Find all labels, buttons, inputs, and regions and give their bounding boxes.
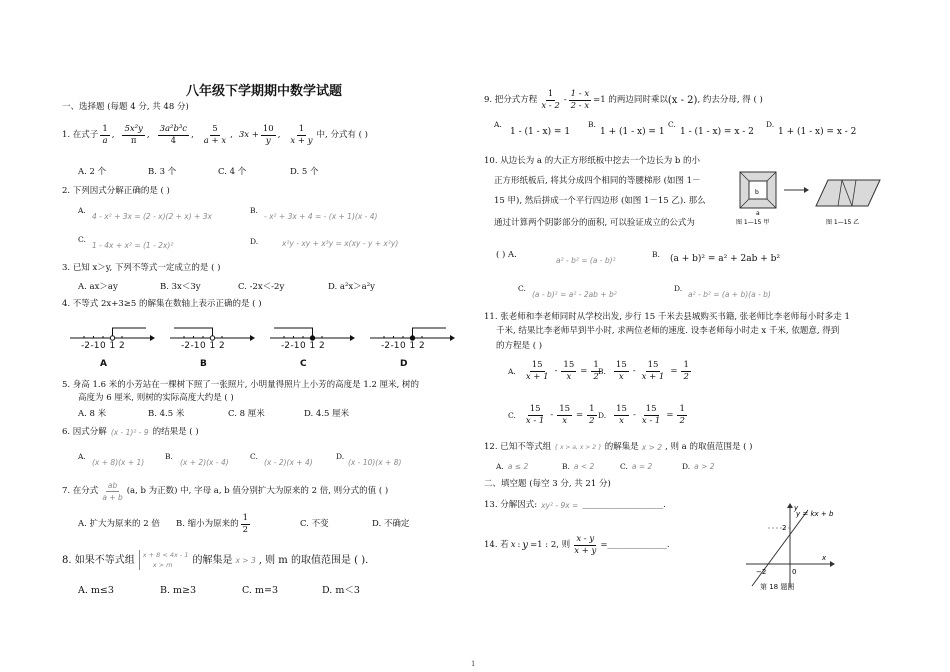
q10-figure [734, 166, 884, 228]
q11-fraction: $\frac{15}{x}$ [615, 360, 627, 382]
x-tick-neg2: −2 [756, 568, 767, 576]
question-3: 3. 已知 x＞y, 下列不等式一定成立的是 ( ) [62, 263, 221, 273]
question-10-line-2: 正方形纸板后, 将其分成四个相同的等腰梯形 (如图 1－ [494, 176, 701, 186]
q9-option-d[interactable]: 1 + (1 - x) = x - 2 [778, 127, 857, 137]
q1-option-b[interactable]: B. 3 个 [148, 167, 177, 177]
q6-option-d[interactable]: (x - 10)(x + 8) [348, 458, 402, 467]
q8-system: x + 8 < 4x - 1 x > m [139, 550, 189, 570]
fig-caption-a: 图 1—15 甲 [736, 219, 770, 226]
number-line-arrow [250, 335, 255, 341]
q12-system: { x > a, x > 2 } [554, 444, 602, 451]
question-11-line-2: 千米, 结果比李老师早到半小时, 求两位老师的速度. 设李老师每小时走 x 千米, 依题意, 得到 [496, 326, 840, 336]
question-10-line-3: 15 甲), 然后拼成一个平行四边形 (如图 1－15 乙). 那么 [494, 196, 706, 206]
q11-fraction: $\frac{15}{x + 1}$ [641, 360, 665, 382]
q7-option-a[interactable]: A. 扩大为原来的 2 倍 [78, 519, 160, 529]
graph-caption: 第 18 题图 [760, 583, 795, 591]
q4-option-label[interactable]: B [200, 359, 207, 369]
q10-option-b[interactable]: (a + b)² = a² + 2ab + b² [670, 254, 781, 264]
q1-frac-6: $\frac{1}{x + y}$ [290, 124, 313, 146]
q11-operator: = [666, 410, 674, 420]
number-line-tick-label: -1 [90, 341, 100, 351]
y-tick-2: 2 [782, 524, 787, 532]
number-line-tick-label: -2 [381, 341, 390, 351]
q5-option-a[interactable]: A. 8 米 [78, 409, 107, 419]
question-11-line-3: 的方程是 ( ) [496, 341, 543, 351]
q4-number-lines [62, 318, 462, 374]
question-6: 6. 因式分解 (x - 1)² - 9 的结果是 ( ) [62, 427, 199, 437]
page-number: 1 [471, 660, 476, 668]
solution-bracket [413, 328, 447, 338]
q7-frac: $\frac{ab}{a + b}$ [102, 481, 123, 502]
page-title: 八年级下学期期中数学试题 [186, 84, 343, 99]
q10-option-a[interactable]: a² - b² = (a - b)² [556, 256, 616, 265]
q12-option-a[interactable]: A. a ≤ 2 [496, 462, 529, 471]
question-4: 4. 不等式 2x+3≥5 的解集在数轴上表示正确的是 ( ) [62, 299, 262, 309]
q5-option-c[interactable]: C. 8 厘米 [228, 409, 265, 419]
graph-eq-label: y = kx + b [796, 510, 834, 518]
q5-option-b[interactable]: B. 4.5 米 [148, 409, 185, 419]
q11-fraction: $\frac{1}{2}$ [589, 404, 595, 426]
q11-option-letter: D. [598, 411, 607, 420]
q9-option-c[interactable]: 1 - (1 - x) = x - 2 [680, 127, 754, 137]
q11-operator: = [670, 366, 678, 376]
q4-number-lines-svg [62, 318, 462, 370]
q10-option-d[interactable]: a² - b² = (a + b)(a - b) [688, 290, 771, 299]
fig-label-a: a [756, 210, 760, 217]
q6-option-b[interactable]: (x + 2)(x - 4) [180, 458, 229, 467]
number-line-tick-label: 1 [409, 341, 416, 351]
endpoint-dot [410, 336, 414, 340]
q7-option-b[interactable]: B. 缩小为原来的 $\frac{1}{2}$ [176, 513, 249, 535]
number-line-tick-label: -1 [190, 341, 200, 351]
q8-option-d[interactable]: D. m＜3 [322, 585, 360, 596]
number-line-tick-label: 0 [400, 341, 406, 351]
q1-option-a[interactable]: A. 2 个 [78, 167, 107, 177]
q12-option-c[interactable]: C. a = 2 [620, 462, 653, 471]
number-line-tick-label: 1 [209, 341, 216, 351]
x-axis-label: x [822, 554, 827, 562]
fig-caption-b: 图 1—15 乙 [826, 219, 860, 226]
origin-label: 0 [792, 568, 797, 576]
q2-option-d[interactable]: x²y - xy + x³y = x(xy - y + x²y) [282, 239, 399, 248]
q5-option-d[interactable]: D. 4.5 厘米 [304, 409, 350, 419]
q8-option-b[interactable]: B. m≥3 [160, 585, 197, 596]
number-line-tick-label: -1 [290, 341, 300, 351]
q1-option-d[interactable]: D. 5 个 [290, 167, 319, 177]
fig-label-b: b [755, 189, 759, 196]
q6-expr: (x - 1)² - 9 [110, 428, 149, 437]
question-10-line-1: 10. 从边长为 a 的大正方形纸板中挖去一个边长为 b 的小 [484, 156, 701, 166]
q11-operator: - [550, 410, 554, 420]
q11-option-b[interactable] [598, 360, 693, 383]
q8-option-c[interactable]: C. m=3 [242, 585, 278, 596]
q12-option-d[interactable]: D. a > 2 [682, 462, 715, 471]
q11-fraction: $\frac{15}{x}$ [563, 360, 575, 382]
q3-option-d[interactable]: D. a²x＞a²y [328, 282, 375, 292]
q3-option-c[interactable]: C. -2x＜-2y [238, 282, 285, 292]
number-line-tick-label: 2 [319, 341, 325, 351]
q1-term-5: 3x + [238, 130, 259, 140]
endpoint-dot [110, 336, 114, 340]
question-9: 9. 把分式方程 $\frac{1}{x - 2}$ - $\frac{1 - x}{2 - x}$ =1 的两边同时乘以 (x - 2) , 约去分母, 得 ( ) [484, 89, 763, 111]
question-5-line-1: 5. 身高 1.6 米的小芳站在一棵树下照了一张照片, 小明量得照片上小芳的高度是 1.2 厘米, 树的 [62, 380, 419, 390]
question-7: 7. 在分式 $\frac{ab}{a + b}$ (a, b 为正数) 中, 字母 a, b 值分别扩大为原来的 2 倍, 则分式的值 ( ) [62, 481, 389, 502]
q8-option-a[interactable]: A. m≤3 [78, 585, 114, 596]
q11-operator: - [632, 366, 636, 376]
question-5-line-2: 高度为 6 厘米, 则树的实际高度大约是 ( ) [78, 393, 234, 403]
q3-option-b[interactable]: B. 3x＜3y [160, 282, 201, 292]
number-line-tick-label: -2 [81, 341, 90, 351]
q11-operator: = [580, 366, 588, 376]
number-line-tick-label: 0 [300, 341, 306, 351]
q11-fraction: $\frac{15}{x - 1}$ [641, 404, 661, 426]
q4-option-label[interactable]: A [100, 359, 107, 369]
question-11-line-1: 11. 张老师和李老师同时从学校出发, 步行 15 千米去县城购买书籍, 张老师比李老师每小时多走 1 [484, 312, 850, 322]
q13-answer-blank[interactable]: ___________________. [582, 500, 666, 510]
q1-frac-2: $\frac{\text{5x²y}}{\pi}$ [124, 124, 143, 146]
question-8: 8. 如果不等式组 x + 8 < 4x - 1 x > m 的解集是 x > 3 , 则 m 的取值范围是 ( ). [62, 551, 369, 569]
q4-option-label[interactable]: C [300, 359, 307, 369]
q1-frac-3: $\frac{\text{3a²b³c}}{4}$ [159, 124, 188, 146]
q1-stem: 1. 在式子 [62, 130, 99, 140]
number-line-arrow [350, 335, 355, 341]
number-line-tick-label: 0 [200, 341, 206, 351]
number-line-tick-label: -1 [390, 341, 400, 351]
number-line-arrow [450, 335, 455, 341]
number-line-tick-label: -2 [281, 341, 290, 351]
q10-option-c[interactable]: (a - b)² = a² - 2ab + b² [532, 290, 617, 299]
y-axis-label: y [794, 504, 799, 512]
q11-fraction: $\frac{15}{x}$ [616, 404, 627, 426]
q2-option-c[interactable]: 1 - 4x + x² = (1 - 2x)² [92, 241, 174, 250]
q4-option-label[interactable]: D [400, 359, 408, 369]
number-line-tick-label: 2 [119, 341, 125, 351]
q9-option-b[interactable]: 1 + (1 - x) = 1 [600, 127, 665, 137]
q3-option-a[interactable]: A. ax＞ay [78, 282, 118, 292]
number-line-tick-label: 1 [309, 341, 316, 351]
number-line-tick-label: 1 [109, 341, 116, 351]
q11-fraction: $\frac{15}{x - 1}$ [525, 404, 545, 426]
q11-operator: - [632, 410, 636, 420]
q6-option-c[interactable]: (x - 2)(x + 4) [264, 458, 313, 467]
q1-option-c[interactable]: C. 4 个 [218, 167, 247, 177]
section-2-heading: 二、填空题 (每空 3 分, 共 21 分) [484, 479, 611, 489]
number-line-tick-label: 2 [219, 341, 225, 351]
q1-frac-5: $\frac{10}{y}$ [262, 124, 274, 146]
section-1-heading: 一、选择题 (每题 4 分, 共 48 分) [62, 102, 189, 112]
question-2: 2. 下列因式分解正确的是 ( ) [62, 186, 170, 196]
endpoint-dot [210, 336, 214, 340]
endpoint-dot [310, 336, 314, 340]
q11-option-c[interactable] [508, 404, 599, 427]
q14-answer-blank[interactable]: =______________. [600, 540, 670, 550]
exam-page: 八年级下学期期中数学试题 一、选择题 (每题 4 分, 共 48 分) 1. 在式子 $\frac{1}{a}$ , $\frac{\text{5x²y}}{\pi}$ , $\frac{\text{3a²b³c}}{4}$ , $\frac{5}{a + x}$ , 3x + $\frac{10}{y}$ , $\frac{1}{x + y}$ 中, 分式有 ( ) A. 2 个 B. 3 个 C. 4 个 D. 5 个 2. 下列因式分解正确的是 ( ) A. 4 - x² + 3x = (2 - x)(2 + x) + 3x B. - x² + 3x + 4 = - (x + 1)(x - 4) C. 1 - 4x + x² = (1 - 2x)² D. x²y - xy + x³y = x(xy - y + x²y) 3. 已知 x＞y, 下列不等式一定成立的是 ( ) A. ax＞ay B. 3x＜3y C. -2x＜-2y D. a²x＞a²y 4. 不等式 2x+3≥5 的解集在数轴上表示正确的是 ( ) -2 -1 0 1 2 A -2 -1 0 1 2 B -2 -1 0 1 2 C -2 -1 0 1 2 D 5. 身高 1.6 米的小芳站在一棵树下照了一张照片, 小明量得照片上小芳的高度是 1.2 厘米, 树的 高度为 6 厘米, 则树的实际高度大约是 ( ) A. 8 米 B. 4.5 米 C. 8 厘米 D. 4.5 厘米 6. 因式分解 (x - 1)² - 9 的结果是 ( ) A. (x + 8)(x + 1) B. (x + 2)(x - 4) C. (x - 2)(x + 4) D. (x - 10)(x + 8) 7. 在分式 $\frac{ab}{a + b}$ (a, b 为正数) 中, 字母 a, b 值分别扩大为原来的 2 倍, 则分式的值 ( ) A. 扩大为原来的 2 倍 B. 缩小为原来的 $\frac{1}{2}$ C. 不变 D. 不确定 8. 如果不等式组 x + 8 < 4x - 1 x > m 的解集是 x > 3 , 则 m 的取值范围是 ( ). A. m≤3 B. m≥3 C. m=3 D. m＜3 9. 把分式方程 $\frac{1}{x - 2}$ - $\frac{1 - x}{2 - x}$ =1 的两边同时乘以 (x - 2) , 约去分母, 得 ( ) A. 1 - (1 - x) = 1 B. 1 + (1 - x) = 1 C. 1 - (1 - x) = x - 2 D. 1 + (1 - x) = x - 2 10. 从边长为 a 的大正方形纸板中挖去一个边长为 b 的小 正方形纸板后, 将其分成四个相同的等腰梯形 (如图 1－ 15 甲), 然后拼成一个平行四边形 (如图 1－15 乙). 那么 通过计算两个阴影部分的面积, 可以验证成立的公式为 b a 图 1—15 甲 图 1—15 乙 ( ) A. a² - b² = (a - b)² B. (a + b)² = a² + 2ab + b² C. (a - b)² = a² - 2ab + b² D. a² - b² = (a + b)(a - b) 11. 张老师和李老师同时从学校出发, 步行 15 千米去县城购买书籍, 张老师比李老师每小时多走 1 千米, 结果比李老师早到半小时, 求两位老师的速度. 设李老师每小时走 x 千米, 依题意, 得到 的方程是 ( ) A. $\frac{15}{x + 1}$ - $\frac{15}{x}$ = $\frac{1}{2}$ B. $\frac{15}{x}$ - $\frac{15}{x + 1}$ = $\frac{1}{2}$ C. $\frac{15}{x - 1}$ - $\frac{15}{x}$ = $\frac{1}{2}$ D. $\frac{15}{x}$ - $\frac{15}{x - 1}$ = $\frac{1}{2}$ 12. 已知不等式组 { x > a, x > 2 } 的解集是 x > 2 , 则 a 的取值范围是 ( ) A. a ≤ 2 B. a < 2 C. a = 2 D. a > 2 二、填空题 (每空 3 分, 共 21 分) 13. 分解因式: xy² - 9x = ___________________. 14. 若 x : y =1 : 2, 则 $\frac{x - y}{x + y}$ =______________. y = kx + b 2 −2 0 x y 第 18 题图 1 [0, 0, 950, 672]
q11-fraction: $\frac{1}{2}$ [683, 360, 689, 382]
q11-fraction: $\frac{15}{x}$ [559, 404, 571, 426]
q11-option-d[interactable] [598, 404, 689, 427]
q11-option-a[interactable] [508, 360, 603, 383]
q12-option-b[interactable]: B. a < 2 [562, 462, 595, 471]
number-line-tick-label: -2 [181, 341, 190, 351]
q11-option-letter: B. [598, 367, 606, 376]
q6-option-a[interactable]: (x + 8)(x + 1) [92, 458, 145, 467]
question-13: 13. 分解因式: xy² - 9x = ___________________. [484, 500, 666, 510]
q11-operator: - [554, 366, 558, 376]
question-12: 12. 已知不等式组 { x > a, x > 2 } 的解集是 x > 2 , 则 a 的取值范围是 ( ) [484, 442, 753, 452]
q11-fraction: $\frac{15}{x + 1}$ [525, 360, 549, 382]
q2-option-a[interactable]: 4 - x² + 3x = (2 - x)(2 + x) + 3x [92, 212, 212, 221]
question-14: 14. 若 x : y =1 : 2, 则 $\frac{x - y}{x + y}$ =______________. [484, 534, 670, 556]
q11-operator: = [576, 410, 584, 420]
q7-option-d[interactable]: D. 不确定 [372, 519, 410, 529]
q11-fraction: $\frac{1}{2}$ [679, 404, 685, 426]
number-line-tick-label: 2 [419, 341, 425, 351]
parallelogram [816, 180, 880, 206]
q11-option-letter: C. [508, 411, 516, 420]
q2-option-b[interactable]: - x² + 3x + 4 = - (x + 1)(x - 4) [264, 212, 378, 221]
q11-fraction: $\frac{1}{2}$ [593, 360, 599, 382]
number-line-tick-label: 0 [100, 341, 106, 351]
q7-option-c[interactable]: C. 不变 [300, 519, 329, 529]
q1-frac-1: $\frac{1}{a}$ [102, 124, 108, 146]
q11-option-letter: A. [508, 367, 516, 376]
question-1: 1. 在式子 $\frac{1}{a}$ , $\frac{\text{5x²y}}{\pi}$ , $\frac{\text{3a²b³c}}{4}$ , $\frac{5}{a + x}$ , 3x + $\frac{10}{y}$ , $\frac{1}{x + y}$ 中, 分式有 ( ) [62, 124, 368, 146]
q9-option-a[interactable]: 1 - (1 - x) = 1 [510, 127, 571, 137]
q18-graph [738, 502, 838, 594]
number-line-arrow [150, 335, 155, 341]
q1-frac-4: $\frac{5}{a + x}$ [203, 124, 227, 146]
question-10-line-4: 通过计算两个阴影部分的面积, 可以验证成立的公式为 [494, 218, 695, 228]
solution-bracket [113, 328, 147, 338]
